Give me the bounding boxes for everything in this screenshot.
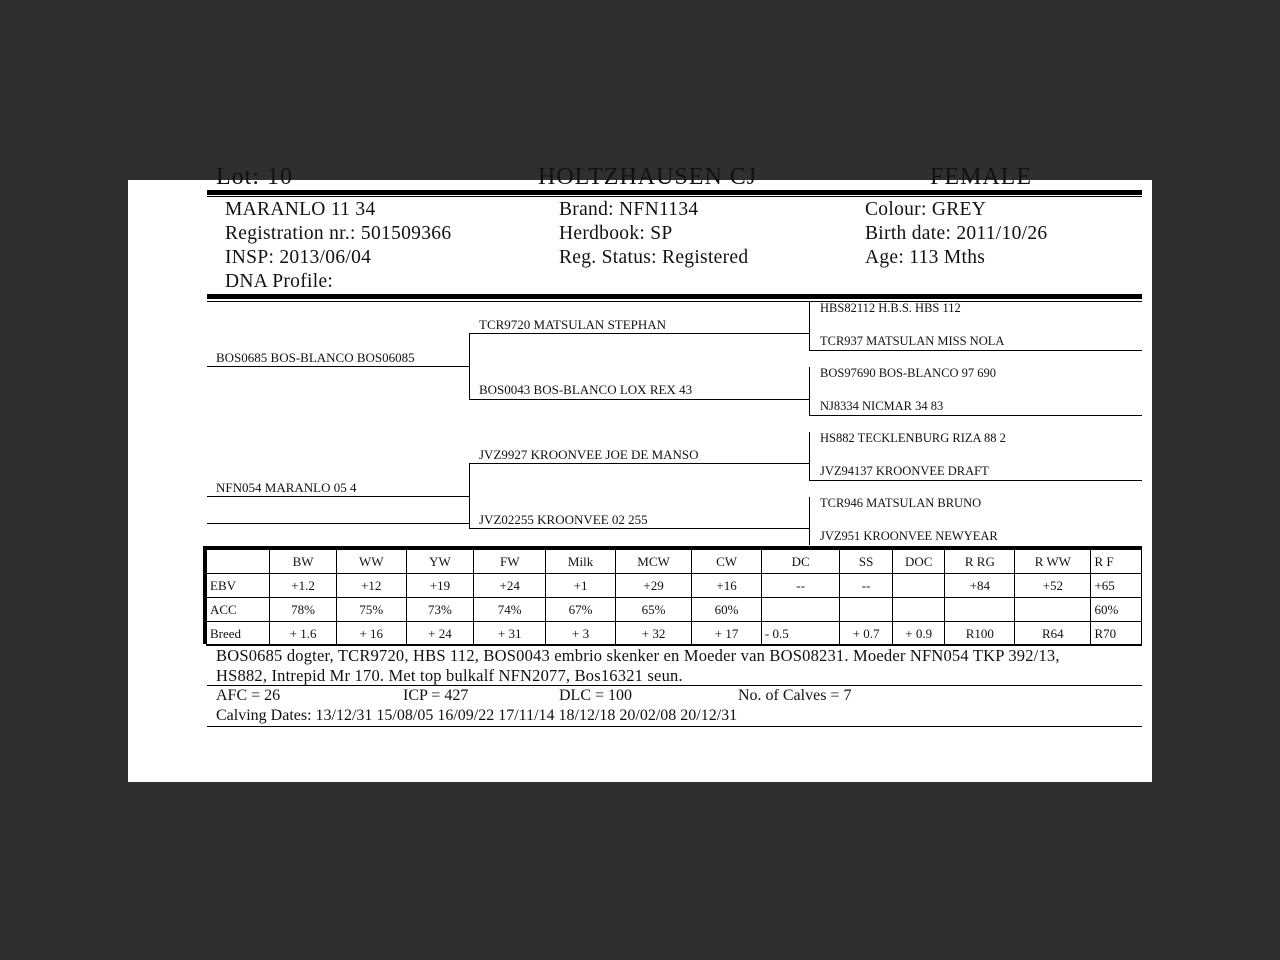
registration-number: Registration nr.: 501509366 [225, 223, 452, 244]
ebv-header-cell: BW [270, 550, 337, 574]
ebv-header-cell: WW [336, 550, 406, 574]
acc-cell [840, 598, 893, 622]
afc: AFC = 26 [216, 687, 281, 704]
acc-cell: 75% [336, 598, 406, 622]
breed-cell: R70 [1091, 622, 1142, 646]
ebv-header-cell: YW [406, 550, 474, 574]
breed-row [207, 622, 1142, 646]
breed-cell: + 16 [336, 622, 406, 646]
ebv-header-cell: FW [474, 550, 546, 574]
acc-cell [945, 598, 1015, 622]
breed-cell: + 1.6 [270, 622, 337, 646]
pedigree-sire: BOS0685 BOS-BLANCO BOS06085 [216, 350, 415, 365]
birth-date: Birth date: 2011/10/26 [865, 223, 1048, 244]
insp-date: INSP: 2013/06/04 [225, 247, 372, 268]
acc-cell: 67% [546, 598, 616, 622]
pedigree-dam-dam: JVZ02255 KROONVEE 02 255 [479, 512, 648, 527]
breed-cell: + 0.7 [840, 622, 893, 646]
ebv-cell: +65 [1091, 574, 1142, 598]
age: Age: 113 Mths [865, 247, 986, 268]
acc-row-label: ACC [207, 598, 270, 622]
ebv-header-row [207, 550, 1142, 574]
pedigree-gen3-3: BOS97690 BOS-BLANCO 97 690 [820, 366, 997, 380]
breed-cell: + 24 [406, 622, 474, 646]
ebv-cell: -- [840, 574, 893, 598]
ebv-header-cell [207, 550, 270, 574]
ebv-cell: +84 [945, 574, 1015, 598]
ebv-cell: +52 [1015, 574, 1091, 598]
pedigree-sire-dam: BOS0043 BOS-BLANCO LOX REX 43 [479, 382, 693, 397]
ebv-header-cell: Milk [546, 550, 616, 574]
icp: ICP = 427 [403, 687, 469, 704]
breed-cell: + 31 [474, 622, 546, 646]
ebv-header-cell: CW [692, 550, 762, 574]
acc-row [207, 598, 1142, 622]
sex-label: FEMALE [930, 164, 1032, 190]
dlc: DLC = 100 [559, 687, 633, 704]
reg-status: Reg. Status: Registered [559, 247, 749, 268]
ebv-cell: +16 [692, 574, 762, 598]
header-rule-thin [207, 301, 1142, 302]
colour: Colour: GREY [865, 199, 987, 220]
acc-cell: 60% [692, 598, 762, 622]
breed-cell: R100 [945, 622, 1015, 646]
ebv-cell: -- [761, 574, 839, 598]
acc-cell: 73% [406, 598, 474, 622]
breed-cell: + 3 [546, 622, 616, 646]
acc-cell: 60% [1091, 598, 1142, 622]
breed-cell: + 0.9 [892, 622, 945, 646]
footer-bottom-rule [207, 726, 1142, 727]
ebv-header-cell: R F [1091, 550, 1142, 574]
breed-row-label: Breed [207, 622, 270, 646]
pedigree-dam: NFN054 MARANLO 05 4 [216, 480, 357, 495]
pedigree-gen3-6: JVZ94137 KROONVEE DRAFT [820, 464, 989, 478]
pedigree-sire-sire: TCR9720 MATSULAN STEPHAN [479, 317, 667, 332]
ebv-cell [892, 574, 945, 598]
ebv-cell: +19 [406, 574, 474, 598]
breed-cell: + 17 [692, 622, 762, 646]
ebv-cell: +1 [546, 574, 616, 598]
comments-line-1: BOS0685 dogter, TCR9720, HBS 112, BOS0043 embrio skenker en Moeder van BOS08231. Moeder NFN054 TKP 392/13, [216, 646, 1060, 665]
animal-name: MARANLO 11 34 [225, 199, 376, 220]
breed-cell: - 0.5 [761, 622, 839, 646]
acc-cell: 78% [270, 598, 337, 622]
top-rule-thin [207, 196, 1142, 197]
pedigree-dam-sire: JVZ9927 KROONVEE JOE DE MANSO [479, 447, 699, 462]
pedigree-gen3-4: NJ8334 NICMAR 34 83 [820, 399, 944, 413]
pedigree-gen3-2: TCR937 MATSULAN MISS NOLA [820, 334, 1005, 348]
pedigree-gen3-5: HS882 TECKLENBURG RIZA 88 2 [820, 431, 1006, 445]
acc-cell: 65% [615, 598, 691, 622]
acc-cell [892, 598, 945, 622]
ebv-cell: +12 [336, 574, 406, 598]
breeder-name: HOLTZHAUSEN CJ [538, 164, 758, 190]
ebv-header-cell: MCW [615, 550, 691, 574]
calving-dates: Calving Dates: 13/12/31 15/08/05 16/09/22 17/11/14 18/12/18 20/02/08 20/12/31 [216, 707, 738, 724]
ebv-cell: +24 [474, 574, 546, 598]
ebv-header-cell: DOC [892, 550, 945, 574]
acc-cell: 74% [474, 598, 546, 622]
header-rule [207, 294, 1142, 299]
pedigree-gen3-7: TCR946 MATSULAN BRUNO [820, 496, 982, 510]
breed-cell: R64 [1015, 622, 1091, 646]
acc-cell [761, 598, 839, 622]
ebv-cell: +1.2 [270, 574, 337, 598]
comments-bottom-rule [207, 685, 1142, 686]
no-of-calves: No. of Calves = 7 [738, 687, 852, 704]
top-rule [207, 190, 1142, 195]
ebv-header-cell: DC [761, 550, 839, 574]
ebv-header-cell: R WW [1015, 550, 1091, 574]
ebv-header-cell: SS [840, 550, 893, 574]
lot-number: Lot: 10 [216, 164, 293, 190]
dna-profile: DNA Profile: [225, 271, 334, 292]
pedigree-gen3-1: HBS82112 H.B.S. HBS 112 [820, 301, 961, 315]
lot-page [128, 164, 1152, 782]
brand: Brand: NFN1134 [559, 199, 699, 220]
ebv-cell: +29 [615, 574, 691, 598]
ebv-row-label: EBV [207, 574, 270, 598]
ebv-row [207, 574, 1142, 598]
comments-line-2: HS882, Intrepid Mr 170. Met top bulkalf NFN2077, Bos16321 seun. [216, 666, 683, 685]
ebv-header-cell: R RG [945, 550, 1015, 574]
breed-cell: + 32 [615, 622, 691, 646]
comments-top-rule [207, 644, 1142, 645]
pedigree-gen3-8: JVZ951 KROONVEE NEWYEAR [820, 529, 998, 543]
ebv-table [206, 549, 1142, 646]
herdbook: Herdbook: SP [559, 223, 673, 244]
acc-cell [1015, 598, 1091, 622]
